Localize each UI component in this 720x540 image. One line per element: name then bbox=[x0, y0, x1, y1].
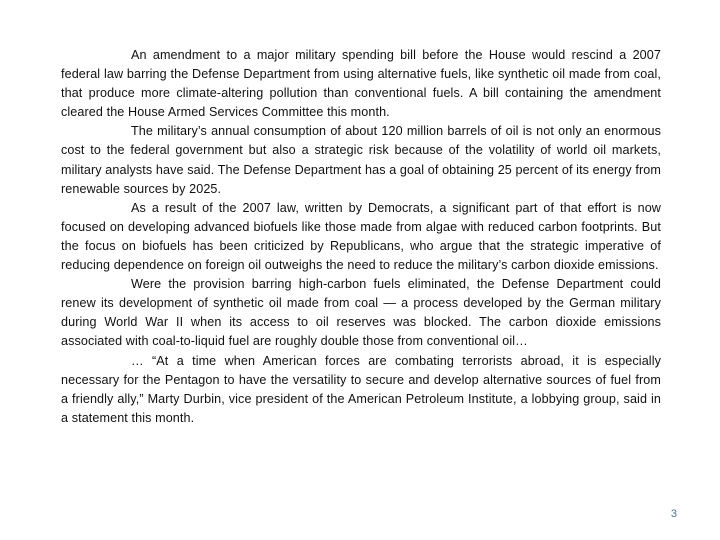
page-number: 3 bbox=[670, 508, 677, 520]
article-text bbox=[61, 46, 661, 428]
paragraph-quote: … “At a time when American forces are combating terrorists abroad, it is especially necessary for the Pentagon to have the versatility to secure and develop alternative sources of fuel from a friendly ally,” Marty Durbin, vice president of the American Petroleum Institute, a lobbying group, said in a statement this month. bbox=[61, 353, 661, 425]
paragraph-2007-law: As a result of the 2007 law, written by Democrats, a significant part of that effort is now focused on developing advanced biofuels like those made from algae with reduced carbon footprints. But the focus on biofuels has been criticized by Republicans, who argue that the strategic imperative of reducing dependence on foreign oil outweighs the need to reduce the military’s carbon dioxide emissions. bbox=[61, 200, 661, 273]
paragraph-oil-consumption: The military’s annual consumption of about 120 million barrels of oil is not only an enormous cost to the federal government but also a strategic risk because of the volatility of world oil markets, military analysts have said. The Defense Department has a goal of obtaining 25 percent of its energy from renewable sources by 2025. bbox=[61, 124, 661, 196]
paragraph-amendment: An amendment to a major military spending bill before the House would rescind a 2007 federal law barring the Defense Department from using alternative fuels, like synthetic oil made from coal, that produce more climate-altering pollution than conventional fuels. A bill containing the amendment cleared the House Armed Services Committee this month. bbox=[61, 48, 661, 120]
paragraph-synthetic-oil: Were the provision barring high-carbon fuels eliminated, the Defense Department could renew its development of synthetic oil made from coal — a process developed by the German military during World War II when its access to oil reserves was blocked. The carbon dioxide emissions associated with coal-to-liquid fuel are roughly double those from conventional oil… bbox=[61, 277, 661, 349]
